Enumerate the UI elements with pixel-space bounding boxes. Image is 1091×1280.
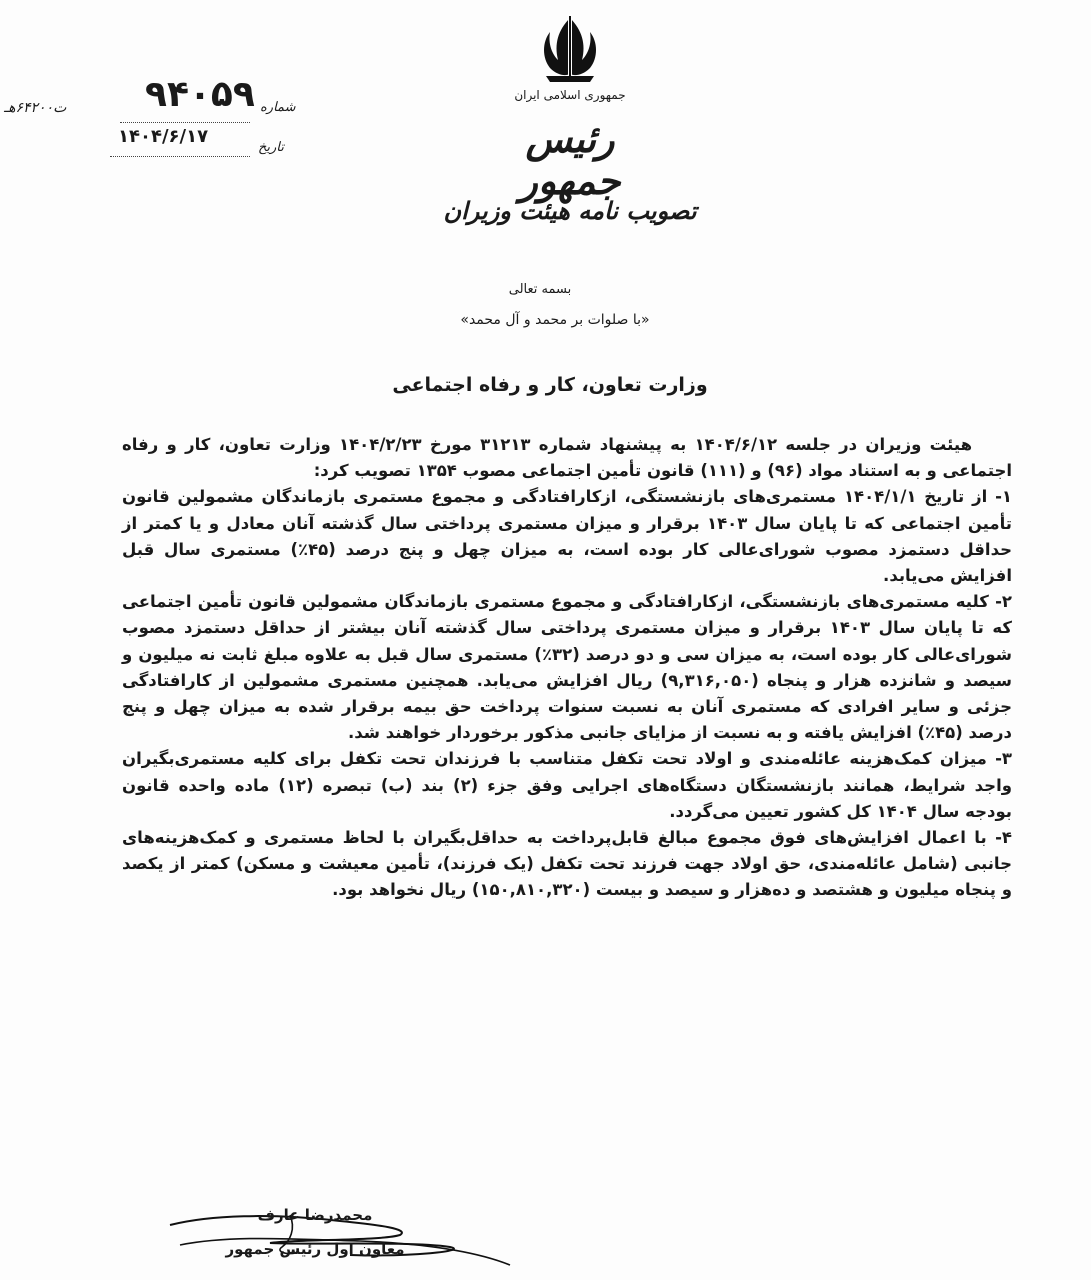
number-label: شماره: [260, 100, 296, 115]
decree-intro: هیئت وزیران در جلسه ۱۴۰۴/۶/۱۲ به پیشنهاد شماره ۳۱۲۱۳ مورخ ۱۴۰۴/۲/۲۳ وزارت تعاون، کار و رفاه اجتماعی و به استناد مواد (۹۶) و (۱۱۱) قانون تأمین اجتماعی مصوب ۱۳۵۴ تصویب کرد:: [122, 435, 1012, 481]
date-label: تاریخ: [258, 140, 284, 155]
letter-meta: [0, 70, 300, 170]
president-heading: رئیس جمهور: [519, 116, 621, 203]
number-dotted-line: [120, 122, 250, 123]
signatory-name: محمدرضا عارف: [257, 1206, 373, 1224]
decree-item-3: ۳- میزان کمک‌هزینه عائله‌مندی و اولاد تحت تکفل متناسب با فرزندان تحت تکفل برای کلیه مستمری‌بگیران واجد شرایط، همانند بازنشستگان دستگاه‌های اجرایی وفق جزء (۲) بند (ب) تبصره (۱۲) ماده واحده قانون بودجه سال ۱۴۰۴ کل کشور تعیین می‌گردد.: [122, 749, 1012, 821]
basmala: بسمه تعالی: [508, 282, 572, 297]
signatory-title: معاون اول رئیس جمهور: [225, 1240, 405, 1258]
decree-item-1: ۱- از تاریخ ۱۴۰۴/۱/۱ مستمری‌های بازنشستگی، ازکارافتادگی و مجموع مستمری بازماندگان مشمولین قانون تأمین اجتماعی که تا پایان سال ۱۴۰۳ برقرار و میزان مستمری پرداختی سال گذشته آنان معادل و یا کمتر از حداقل دستمزد مصوب شورای‌عالی کار بوده است، به میزان چهل و پنج درصد (۴۵٪) مستمری سال قبل افزایش می‌یابد.: [122, 487, 1013, 586]
letter-date: ۱۴۰۴/۶/۱۷: [118, 126, 209, 147]
date-dotted-line: [110, 156, 250, 157]
republic-label: جمهوری اسلامی ایران: [514, 88, 626, 102]
decree-body: [122, 432, 1012, 904]
iran-emblem-icon: [528, 10, 612, 90]
decree-item-2: ۲- کلیه مستمری‌های بازنشستگی، ازکارافتادگی و مجموع مستمری بازماندگان مشمولین قانون تأمین اجتماعی که تا پایان سال ۱۴۰۳ برقرار و میزان مستمری پرداختی سال گذشته آنان بیشتر از حداقل دستمزد مصوب شورای‌عالی کار بوده است، به میزان سی و دو درصد (۳۲٪) مستمری سال قبل به علاوه مبلغ ثابت نه میلیون و سیصد و شانزده هزار و پنجاه (۹,۳۱۶,۰۵۰) ریال افزایش می‌یابد. همچنین مستمری مشمولین از کارافتادگی جزئی و سایر افرادی که مستمری آنان به نسبت سنوات پرداخت حق بیمه برقرار شده به میزان چهل و پنج درصد (۴۵٪) افزایش یافته و به نسبت از مزایای جانبی مذکور برخوردار خواهند شد.: [122, 592, 1013, 743]
decree-item-4: ۴- با اعمال افزایش‌های فوق مجموع مبالغ قابل‌پرداخت به حداقل‌بگیران با لحاظ مستمری و کمک‌هزینه‌های جانبی (شامل عائله‌مندی، حق اولاد جهت فرزند تحت تکفل (یک فرزند)، تأمین معیشت و مسکن) کمتر از یکصد و پنجاه میلیون و هشتصد و ده‌هزار و سیصد و بیست (۱۵۰,۸۱۰,۳۲۰) ریال نخواهد بود.: [122, 828, 1012, 900]
letter-code: ت۶۴۲۰۰هـ: [4, 100, 67, 116]
recipient-ministry: وزارت تعاون، کار و رفاه اجتماعی: [392, 374, 708, 396]
cabinet-approval-heading: تصویب نامه هیئت وزیران: [443, 196, 697, 225]
letter-number: ۹۴۰۵۹: [145, 74, 255, 115]
salawat: «با صلوات بر محمد و آل محمد»: [460, 312, 650, 328]
